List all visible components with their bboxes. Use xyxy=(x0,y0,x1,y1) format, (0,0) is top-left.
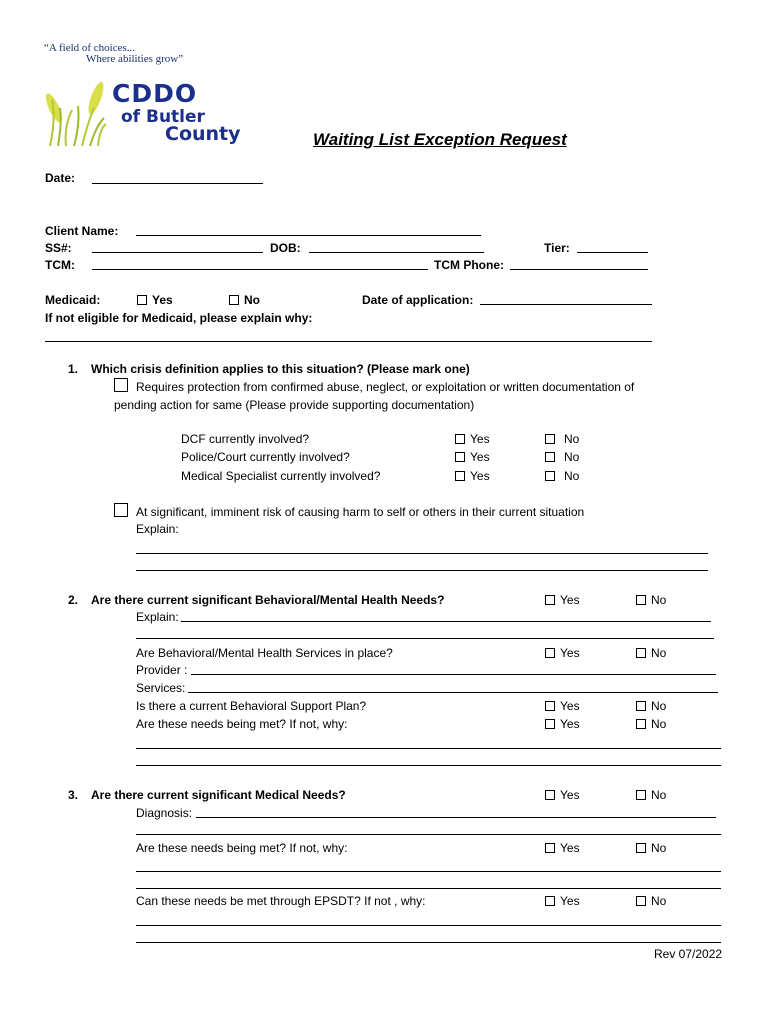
checkbox-icon[interactable] xyxy=(636,701,646,711)
q1-police-label: Police/Court currently involved? xyxy=(181,450,350,464)
checkbox-icon[interactable] xyxy=(636,648,646,658)
q2-services-field[interactable] xyxy=(188,692,718,693)
q3-no[interactable]: No xyxy=(636,788,666,802)
checkbox-icon[interactable] xyxy=(455,471,465,481)
q2-number: 2. xyxy=(68,593,79,607)
checkbox-icon[interactable] xyxy=(545,896,555,906)
q2-provider-field[interactable] xyxy=(191,674,716,675)
q2-needs-met-yes[interactable]: Yes xyxy=(545,717,580,731)
q1-explain-line-2[interactable] xyxy=(136,570,708,571)
client-name-field[interactable] xyxy=(136,235,481,236)
q2-needs-met-no[interactable]: No xyxy=(636,717,666,731)
q1-number: 1. xyxy=(68,362,79,376)
date-of-application-label: Date of application: xyxy=(362,293,474,307)
q2-services-in-place-label: Are Behavioral/Mental Health Services in place? xyxy=(136,646,393,660)
q1-explain-line-1[interactable] xyxy=(136,553,708,554)
q3-yes[interactable]: Yes xyxy=(545,788,580,802)
ss-label: SS#: xyxy=(45,241,72,255)
date-label: Date: xyxy=(45,171,76,185)
q1-medical-yes[interactable]: Yes xyxy=(455,469,490,483)
checkbox-icon[interactable] xyxy=(545,452,555,462)
q3-needs-met-line-1[interactable] xyxy=(136,871,721,872)
q3-epsdt-line-1[interactable] xyxy=(136,925,721,926)
q1-option1-text: Requires protection from confirmed abuse, neglect, or exploitation or written documentation of xyxy=(136,380,635,394)
q2-explain-line-2[interactable] xyxy=(136,638,714,639)
logo-tagline-2: Where abilities grow” xyxy=(86,53,184,65)
q3-needs-met-line-2[interactable] xyxy=(136,888,721,889)
q3-diagnosis-line-1[interactable] xyxy=(196,817,716,818)
q1-medical-label: Medical Specialist currently involved? xyxy=(181,469,381,483)
revision-date: Rev 07/2022 xyxy=(654,947,723,961)
q3-needs-met-label: Are these needs being met? If not, why: xyxy=(136,841,348,855)
checkbox-icon[interactable] xyxy=(636,896,646,906)
checkbox-icon[interactable] xyxy=(545,719,555,729)
checkbox-icon[interactable] xyxy=(455,434,465,444)
checkbox-icon[interactable] xyxy=(229,295,239,305)
q3-diagnosis-line-2[interactable] xyxy=(136,834,721,835)
q2-question: Are there current significant Behavioral/Mental Health Needs? xyxy=(91,593,445,607)
q2-explain-label: Explain: xyxy=(136,610,179,624)
q2-needs-met-line-2[interactable] xyxy=(136,765,721,766)
client-name-label: Client Name: xyxy=(45,224,119,238)
q1-medical-no[interactable]: No xyxy=(545,469,579,483)
tcm-phone-label: TCM Phone: xyxy=(434,258,504,272)
checkbox-icon[interactable] xyxy=(545,648,555,658)
dob-field[interactable] xyxy=(309,252,484,253)
checkbox-icon[interactable] xyxy=(545,843,555,853)
medicaid-yes[interactable]: Yes xyxy=(137,293,173,307)
medicaid-label: Medicaid: xyxy=(45,293,101,307)
q1-dcf-label: DCF currently involved? xyxy=(181,432,310,446)
checkbox-icon[interactable] xyxy=(455,452,465,462)
checkbox-icon[interactable] xyxy=(545,595,555,605)
logo-name-2: of Butler xyxy=(121,107,205,127)
q2-services-no[interactable]: No xyxy=(636,646,666,660)
q1-option2-text: At significant, imminent risk of causing harm to self or others in their current situation xyxy=(136,505,585,519)
checkbox-icon[interactable] xyxy=(545,790,555,800)
not-eligible-explain-field[interactable] xyxy=(45,341,652,342)
q1-dcf-yes[interactable]: Yes xyxy=(455,432,490,446)
tier-field[interactable] xyxy=(577,252,648,253)
q1-option1-checkbox[interactable] xyxy=(114,378,128,392)
q3-epsdt-yes[interactable]: Yes xyxy=(545,894,580,908)
logo-name-1: CDDO xyxy=(112,79,198,108)
page-title: Waiting List Exception Request xyxy=(313,130,567,149)
grass-icon xyxy=(44,78,112,148)
date-of-application-field[interactable] xyxy=(480,304,652,305)
q3-epsdt-line-2[interactable] xyxy=(136,942,721,943)
q3-epsdt-label: Can these needs be met through EPSDT? If not , why: xyxy=(136,894,426,908)
q1-police-yes[interactable]: Yes xyxy=(455,450,490,464)
checkbox-icon[interactable] xyxy=(636,719,646,729)
q3-needs-met-no[interactable]: No xyxy=(636,841,666,855)
q2-provider-label: Provider : xyxy=(136,663,188,677)
q2-yes[interactable]: Yes xyxy=(545,593,580,607)
tier-label: Tier: xyxy=(544,241,570,255)
not-eligible-label: If not eligible for Medicaid, please explain why: xyxy=(45,311,313,325)
q1-option2-checkbox[interactable] xyxy=(114,503,128,517)
medicaid-no[interactable]: No xyxy=(229,293,260,307)
q2-bsp-no[interactable]: No xyxy=(636,699,666,713)
q2-bsp-label: Is there a current Behavioral Support Plan? xyxy=(136,699,367,713)
checkbox-icon[interactable] xyxy=(636,843,646,853)
tcm-field[interactable] xyxy=(92,269,428,270)
q2-needs-met-line-1[interactable] xyxy=(136,748,721,749)
checkbox-icon[interactable] xyxy=(545,471,555,481)
checkbox-icon[interactable] xyxy=(545,701,555,711)
ss-field[interactable] xyxy=(92,252,263,253)
q1-option1-text-2: pending action for same (Please provide supporting documentation) xyxy=(114,398,475,412)
q1-question: Which crisis definition applies to this situation? (Please mark one) xyxy=(91,362,470,376)
date-field[interactable] xyxy=(92,183,263,184)
q3-diagnosis-label: Diagnosis: xyxy=(136,806,193,820)
q3-needs-met-yes[interactable]: Yes xyxy=(545,841,580,855)
q2-bsp-yes[interactable]: Yes xyxy=(545,699,580,713)
q2-services-label: Services: xyxy=(136,681,186,695)
dob-label: DOB: xyxy=(270,241,301,255)
q3-number: 3. xyxy=(68,788,79,802)
checkbox-icon[interactable] xyxy=(636,790,646,800)
tcm-phone-field[interactable] xyxy=(510,269,648,270)
q2-explain-line-1[interactable] xyxy=(181,621,711,622)
q1-dcf-no[interactable]: No xyxy=(545,432,579,446)
checkbox-icon[interactable] xyxy=(137,295,147,305)
checkbox-icon[interactable] xyxy=(545,434,555,444)
q2-no[interactable]: No xyxy=(636,593,666,607)
q3-epsdt-no[interactable]: No xyxy=(636,894,666,908)
q1-explain-label: Explain: xyxy=(136,522,179,536)
logo-name-3: County xyxy=(165,123,241,145)
q1-police-no[interactable]: No xyxy=(545,450,579,464)
q3-question: Are there current significant Medical Needs? xyxy=(91,788,346,802)
q2-needs-met-label: Are these needs being met? If not, why: xyxy=(136,717,348,731)
tcm-label: TCM: xyxy=(45,258,75,272)
q2-services-yes[interactable]: Yes xyxy=(545,646,580,660)
logo-tagline-1: “A field of choices... xyxy=(44,42,136,54)
checkbox-icon[interactable] xyxy=(636,595,646,605)
